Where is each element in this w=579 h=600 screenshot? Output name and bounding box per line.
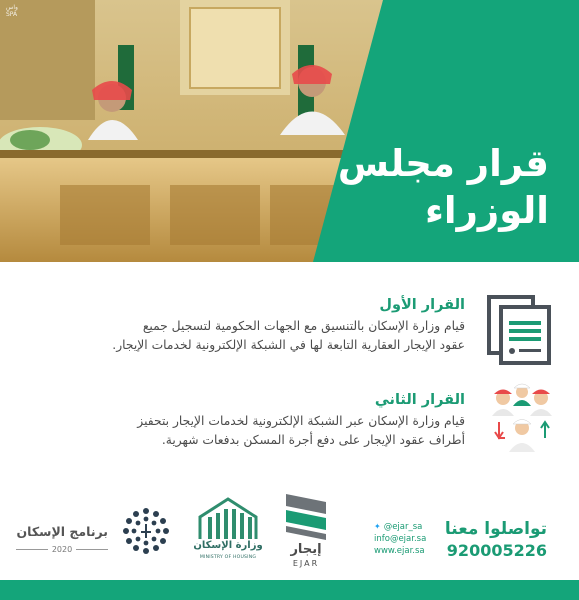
twitter-icon: ✦ bbox=[374, 522, 381, 531]
contact-phone[interactable]: 920005226 bbox=[446, 541, 547, 560]
decision-first-body bbox=[20, 317, 555, 355]
housing-program-year-row bbox=[16, 545, 108, 554]
document-icon bbox=[485, 295, 555, 365]
ministry-of-housing-logo bbox=[196, 495, 260, 541]
contact-website[interactable]: www.ejar.sa bbox=[374, 546, 425, 556]
decision-second-heading: القرار الثاني bbox=[374, 392, 465, 408]
twitter-row[interactable] bbox=[374, 521, 444, 533]
twitter-handle[interactable]: @ejar_sa bbox=[383, 522, 423, 532]
decision-first bbox=[20, 295, 555, 355]
decision-second-body bbox=[20, 412, 555, 450]
divider bbox=[76, 549, 108, 550]
page-title: قرار مجلس الوزراء bbox=[337, 142, 549, 232]
decision-first-heading: القرار الأول bbox=[379, 297, 465, 313]
decision-second bbox=[20, 390, 555, 450]
photo-credit-ar: واس bbox=[6, 4, 18, 11]
decision-first-line-2: عقود الإيجار العقارية التابعة لها في الشبكة الإلكترونية لخدمات الإيجار. bbox=[112, 338, 465, 352]
footer-bar bbox=[0, 580, 579, 600]
ejar-logo-ar: إيجار bbox=[290, 542, 322, 557]
decision-first-line-1: قيام وزارة الإسكان بالتنسيق مع الجهات الحكومية لتسجيل جميع bbox=[142, 319, 465, 333]
ejar-logo-en: EJAR bbox=[292, 559, 320, 568]
contact-details bbox=[374, 521, 444, 557]
photo-credit-en: SPA bbox=[6, 11, 18, 18]
hero-section bbox=[0, 0, 579, 262]
divider bbox=[16, 549, 48, 550]
photo-credit bbox=[6, 4, 18, 18]
decision-second-line-2: أطراف عقود الإيجار على دفع أجرة المسكن بدفعات شهرية. bbox=[161, 433, 465, 447]
contact-title: تواصلوا معنا bbox=[444, 519, 547, 539]
ministry-of-housing-ar: وزارة الإسكان bbox=[193, 540, 263, 551]
ministry-of-housing-en: MINISTRY OF HOUSING bbox=[199, 555, 257, 560]
housing-program-year: 2020 bbox=[51, 545, 73, 554]
people-exchange-icon bbox=[489, 382, 555, 454]
contact-email[interactable]: info@ejar.sa bbox=[374, 534, 427, 544]
vision-2030-logo bbox=[120, 505, 172, 557]
contact-block bbox=[445, 518, 547, 562]
website-row[interactable] bbox=[374, 545, 444, 557]
housing-program-title: برنامج الإسكان bbox=[16, 524, 108, 539]
decision-second-line-1: قيام وزارة الإسكان عبر الشبكة الإلكترونية لخدمات الإيجار بتحفيز bbox=[137, 414, 465, 428]
email-row[interactable] bbox=[374, 533, 444, 545]
